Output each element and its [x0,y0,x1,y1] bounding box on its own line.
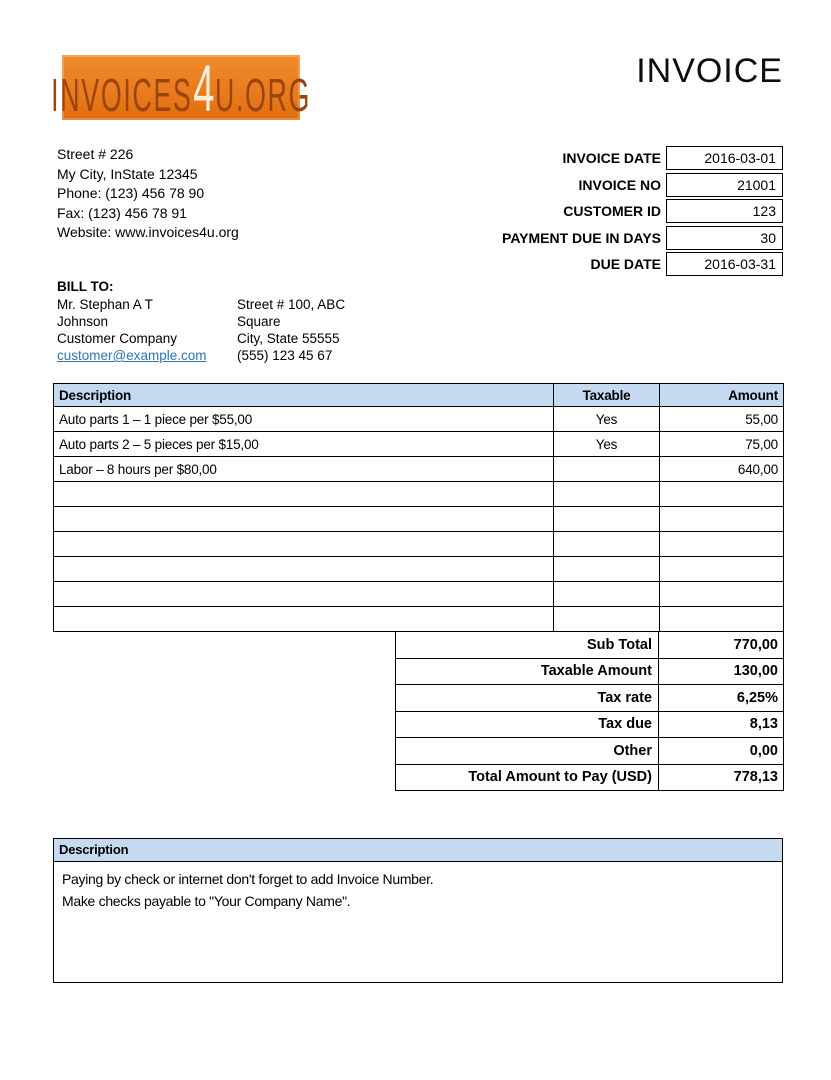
customer-id-value: 123 [666,199,783,223]
empty-cell [554,482,660,507]
item-taxable-cell: Yes [554,407,660,432]
table-row [54,407,784,432]
meta-label: INVOICE NO [578,176,661,193]
notes-header: Description [54,839,782,862]
company-address-line: Phone: (123) 456 78 90 [57,185,205,201]
tax-rate-row [396,685,784,712]
meta-row-due-date [326,252,783,276]
taxable-amount-row [396,658,784,685]
meta-row-invoice-no [326,173,783,197]
table-row-empty [54,532,784,557]
taxable-amount-value: 130,00 [659,658,784,685]
item-amount-cell: 55,00 [660,407,784,432]
empty-cell [54,607,554,632]
customer-name-line: Mr. Stephan A T [57,297,153,312]
empty-cell [554,557,660,582]
customer-company-line: Customer Company [57,331,178,346]
empty-cell [54,507,554,532]
item-description-cell: Auto parts 1 – 1 piece per $55,00 [54,407,554,432]
totals-label: Total Amount to Pay (USD) [396,764,659,791]
description-column-header: Description [54,384,554,407]
totals-label: Tax due [396,711,659,738]
empty-cell [660,607,784,632]
bill-to-heading: BILL TO: [57,279,114,294]
meta-row-invoice-date [326,146,783,170]
notes-body [54,862,782,919]
customer-address-line: Street # 100, ABC [237,297,346,312]
company-address-line: Street # 226 [57,146,134,162]
item-description-cell: Auto parts 2 – 5 pieces per $15,00 [54,432,554,457]
invoice-meta-block [326,146,783,279]
table-row-empty [54,607,784,632]
empty-cell [660,532,784,557]
empty-cell [554,607,660,632]
table-row-empty [54,557,784,582]
customer-email-link[interactable]: customer@example.com [57,348,207,363]
logo-text-left: INVOICES [50,68,193,121]
empty-cell [54,582,554,607]
totals-table [395,631,784,791]
customer-name-line: Johnson [57,314,109,329]
meta-row-payment-due [326,226,783,250]
empty-cell [54,482,554,507]
empty-cell [554,582,660,607]
totals-label: Sub Total [396,632,659,659]
empty-cell [660,482,784,507]
empty-cell [54,532,554,557]
meta-row-customer-id [326,199,783,223]
table-row-empty [54,507,784,532]
empty-cell [660,507,784,532]
bill-to-block [57,279,345,364]
company-logo-text [50,50,312,125]
invoice-no-value: 21001 [666,173,783,197]
items-header-row [54,384,784,407]
empty-cell [554,532,660,557]
item-amount-cell: 640,00 [660,457,784,482]
customer-address-line: City, State 55555 [237,331,340,346]
item-amount-cell: 75,00 [660,432,784,457]
logo-text-right: U.ORG [214,68,312,121]
notes-box [53,838,783,983]
bill-to-customer-column [57,296,237,364]
meta-label: CUSTOMER ID [563,203,661,219]
logo-text-4: 4 [192,50,215,125]
company-address-line: My City, InState 12345 [57,165,198,182]
tax-rate-value: 6,25% [659,685,784,712]
empty-cell [54,557,554,582]
meta-label: PAYMENT DUE IN DAYS [502,229,661,246]
table-row [54,457,784,482]
page-title: INVOICE [636,52,783,90]
company-logo [50,50,312,125]
company-address-block [57,145,239,243]
bill-to-address-column [237,296,345,364]
total-amount-row [396,764,784,791]
table-row [54,432,784,457]
tax-due-value: 8,13 [659,711,784,738]
customer-phone-line: (555) 123 45 67 [237,348,333,363]
meta-label: DUE DATE [590,256,661,272]
totals-label: Other [396,738,659,765]
taxable-column-header: Taxable [554,384,660,407]
invoice-date-value: 2016-03-01 [666,146,783,170]
item-taxable-cell: Yes [554,432,660,457]
tax-due-row [396,711,784,738]
customer-address-line: Square [237,314,281,329]
empty-cell [660,557,784,582]
due-date-value: 2016-03-31 [666,252,783,276]
totals-label: Tax rate [396,685,659,712]
meta-label: INVOICE DATE [562,150,661,166]
company-address-line: Website: www.invoices4u.org [57,224,239,240]
line-items-table [53,383,784,632]
invoice-body [53,383,783,791]
company-address-line: Fax: (123) 456 78 91 [57,204,187,221]
notes-line: Make checks payable to "Your Company Name". [62,892,351,909]
table-row-empty [54,482,784,507]
totals-label: Taxable Amount [396,658,659,685]
empty-cell [660,582,784,607]
total-amount-value: 778,13 [659,764,784,791]
item-description-cell: Labor – 8 hours per $80,00 [54,457,554,482]
amount-column-header: Amount [660,384,784,407]
table-row-empty [54,582,784,607]
other-row [396,738,784,765]
payment-due-value: 30 [666,226,783,250]
item-taxable-cell [554,457,660,482]
notes-line: Paying by check or internet don't forget to add Invoice Number. [62,871,434,887]
empty-cell [554,507,660,532]
subtotal-row [396,632,784,659]
other-value: 0,00 [659,738,784,765]
subtotal-value: 770,00 [659,632,784,659]
